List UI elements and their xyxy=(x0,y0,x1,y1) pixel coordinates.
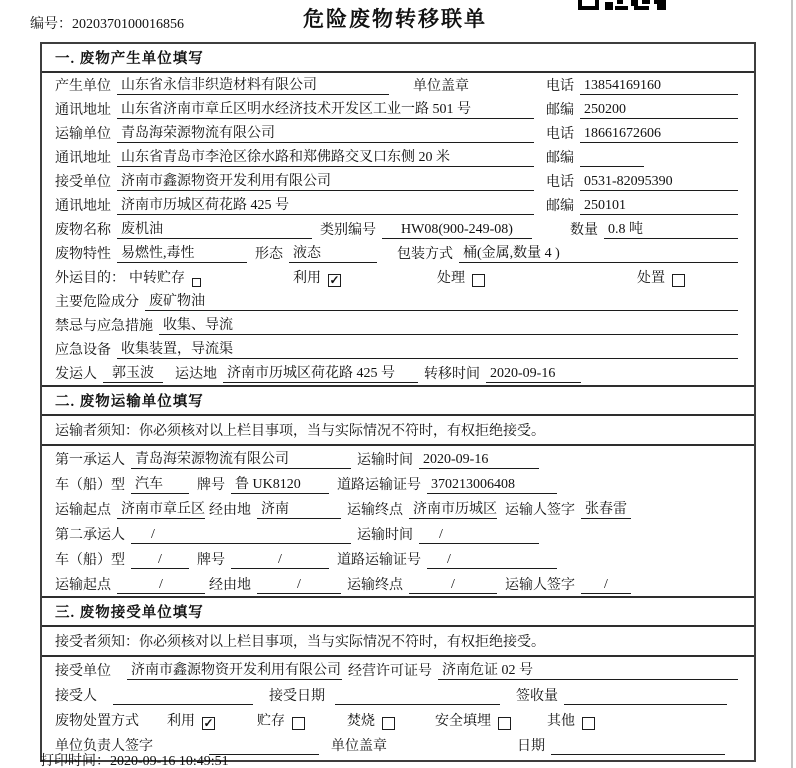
packing-label: 包装方式 xyxy=(397,247,453,262)
addr3-label: 通讯地址 xyxy=(55,199,111,214)
form-label: 形态 xyxy=(255,247,283,262)
row-transporter xyxy=(42,121,754,145)
hazard-value: 废矿物油 xyxy=(145,290,738,311)
qr-code-cropped-icon xyxy=(578,0,668,10)
end2-value: / xyxy=(409,577,497,594)
sign-label: 单位负责人签字 xyxy=(55,739,153,754)
phone2-value: 18661672606 xyxy=(580,126,738,143)
addr2-label: 通讯地址 xyxy=(55,151,111,166)
transporter-label: 运输单位 xyxy=(55,127,111,142)
phone1-label: 电话 xyxy=(546,79,574,94)
person-label: 接受人 xyxy=(55,689,97,704)
checkbox-treat xyxy=(472,274,485,287)
equipment-value: 收集装置，导流渠 xyxy=(117,338,738,359)
checkbox-transfer-storage xyxy=(192,278,201,287)
equipment-label: 应急设备 xyxy=(55,343,111,358)
checkbox-use: ✓ xyxy=(329,273,340,287)
time1-value: 2020-09-16 xyxy=(419,452,539,469)
row-vehicle1 xyxy=(42,471,754,496)
packing-value: 桶(金属,数量 4 ) xyxy=(459,242,738,263)
row-disposal-method xyxy=(42,707,754,732)
carrier2-value: / xyxy=(131,527,351,544)
row-transport-purpose xyxy=(42,265,754,289)
row-taboo-measures xyxy=(42,313,754,337)
amount-value xyxy=(564,688,727,705)
taboo-label: 禁忌与应急措施 xyxy=(55,319,153,334)
purpose-option-use: 利用 xyxy=(293,271,321,286)
sign1-value: 张春雷 xyxy=(581,498,631,519)
time2-value: / xyxy=(419,527,539,544)
row-vehicle2 xyxy=(42,546,754,571)
receiver-notice: 接受者须知：你必须核对以上栏目事项，当与实际情况不符时，有权拒绝接受。 xyxy=(42,627,754,657)
transporter-value: 青岛海荣源物流有限公司 xyxy=(117,122,534,143)
manifest-table xyxy=(40,42,756,762)
shipper-label: 发运人 xyxy=(55,367,97,382)
section-producer xyxy=(42,44,754,385)
category-label: 类别编号 xyxy=(320,223,376,238)
dest-value: 济南市历城区荷花路 425 号 xyxy=(223,362,418,383)
category-value: HW08(900-249-08) xyxy=(382,222,532,239)
character-label: 废物特性 xyxy=(55,247,111,262)
via2-value: / xyxy=(257,577,341,594)
producer-label: 产生单位 xyxy=(55,79,111,94)
origin1-value: 济南市章丘区 xyxy=(117,498,205,519)
seal-label: 单位盖章 xyxy=(331,739,387,754)
row-producer-address xyxy=(42,97,754,121)
page-right-edge xyxy=(791,0,793,768)
row-receiver xyxy=(42,169,754,193)
purpose-option-dispose: 处置 xyxy=(637,271,665,286)
purpose-option-treat: 处理 xyxy=(437,271,465,286)
vehicle2-value: / xyxy=(131,552,189,569)
zip1-label: 邮编 xyxy=(546,103,574,118)
zip3-label: 邮编 xyxy=(546,199,574,214)
zip2-value xyxy=(580,150,644,167)
permit2-label: 道路运输证号 xyxy=(337,553,421,568)
print-time-label: 打印时间： xyxy=(40,754,110,768)
sign2-label: 运输人签字 xyxy=(505,578,575,593)
section3-header: 三. 废物接受单位填写 xyxy=(42,598,754,627)
serial-value: 2020370100016856 xyxy=(72,17,184,32)
waste-name-value: 废机油 xyxy=(117,218,312,239)
character-value: 易燃性,毒性 xyxy=(117,242,247,263)
row-route1 xyxy=(42,496,754,521)
document-header xyxy=(0,0,796,42)
via1-label: 经由地 xyxy=(209,503,251,518)
waste-name-label: 废物名称 xyxy=(55,223,111,238)
disposal-option-burn: 焚烧 xyxy=(347,714,375,729)
plate2-value: / xyxy=(231,552,329,569)
row-waste-name xyxy=(42,217,754,241)
purpose-option-storage: 中转贮存 xyxy=(129,271,185,286)
zip3-value: 250101 xyxy=(580,198,738,215)
disposal-option-store: 贮存 xyxy=(257,714,285,729)
zip1-value: 250200 xyxy=(580,102,738,119)
via2-label: 经由地 xyxy=(209,578,251,593)
sign2-value: / xyxy=(581,577,631,594)
origin1-label: 运输起点 xyxy=(55,503,111,518)
vehicle1-label: 车（船）型 xyxy=(55,478,125,493)
dest-label: 运达地 xyxy=(175,367,217,382)
unit-seal-label: 单位盖章 xyxy=(413,79,469,94)
addr1-label: 通讯地址 xyxy=(55,103,111,118)
row-receiving-person xyxy=(42,682,754,707)
carrier2-label: 第二承运人 xyxy=(55,528,125,543)
plate1-label: 牌号 xyxy=(197,478,225,493)
phone3-value: 0531-82095390 xyxy=(580,174,738,191)
time2-label: 运输时间 xyxy=(357,528,413,543)
addr2-value: 山东省青岛市李沧区徐水路和郑佛路交叉口东侧 20 米 xyxy=(117,146,534,167)
row-first-carrier xyxy=(42,446,754,471)
taboo-value: 收集、导流 xyxy=(159,314,738,335)
date-value xyxy=(335,688,500,705)
shipper-value: 郭玉波 xyxy=(103,362,163,383)
hazard-label: 主要危险成分 xyxy=(55,295,139,310)
license-value: 济南危证 02 号 xyxy=(438,659,738,680)
carrier1-value: 青岛海荣源物流有限公司 xyxy=(131,448,351,469)
date-label: 接受日期 xyxy=(269,689,325,704)
section-transporter xyxy=(42,385,754,596)
row-shipper xyxy=(42,361,754,385)
checkbox-disposal-burn xyxy=(382,717,395,730)
disposal-label: 废物处置方式 xyxy=(55,714,139,729)
phone2-label: 电话 xyxy=(546,127,574,142)
via1-value: 济南 xyxy=(257,498,341,519)
carrier1-label: 第一承运人 xyxy=(55,453,125,468)
origin2-value: / xyxy=(117,577,205,594)
qty-value: 0.8 吨 xyxy=(604,218,738,239)
purpose-label: 外运目的： xyxy=(55,271,125,286)
disposal-option-other: 其他 xyxy=(547,714,575,729)
form-value: 液态 xyxy=(289,242,377,263)
producer-value: 山东省永信非织造材料有限公司 xyxy=(117,74,389,95)
row-waste-character xyxy=(42,241,754,265)
unit-value: 济南市鑫源物资开发利用有限公司 xyxy=(127,659,342,680)
license-label: 经营许可证号 xyxy=(348,664,432,679)
print-time-value: 2020-09-16 10:49:51 xyxy=(110,754,229,768)
qty-label: 数量 xyxy=(570,223,598,238)
date2-label: 日期 xyxy=(517,739,545,754)
receiver-value: 济南市鑫源物资开发利用有限公司 xyxy=(117,170,534,191)
section1-header: 一. 废物产生单位填写 xyxy=(42,44,754,73)
serial-label: 编号： xyxy=(30,17,72,32)
person-value xyxy=(113,688,253,705)
end2-label: 运输终点 xyxy=(347,578,403,593)
checkbox-disposal-use: ✓ xyxy=(203,716,214,730)
zip2-label: 邮编 xyxy=(546,151,574,166)
addr3-value: 济南市历城区荷花路 425 号 xyxy=(117,194,534,215)
plate1-value: 鲁 UK8120 xyxy=(231,473,329,494)
row-emergency-equipment xyxy=(42,337,754,361)
print-time xyxy=(40,750,229,768)
row-hazard-component xyxy=(42,289,754,313)
time1-label: 运输时间 xyxy=(357,453,413,468)
plate2-label: 牌号 xyxy=(197,553,225,568)
transfer-time-value: 2020-09-16 xyxy=(486,366,581,383)
amount-label: 签收量 xyxy=(516,689,558,704)
permit1-label: 道路运输证号 xyxy=(337,478,421,493)
unit-label: 接受单位 xyxy=(55,664,111,679)
row-transporter-address xyxy=(42,145,754,169)
end1-label: 运输终点 xyxy=(347,503,403,518)
phone3-label: 电话 xyxy=(546,175,574,190)
section2-header: 二. 废物运输单位填写 xyxy=(42,387,754,416)
origin2-label: 运输起点 xyxy=(55,578,111,593)
disposal-option-use: 利用 xyxy=(167,714,195,729)
phone1-value: 13854169160 xyxy=(580,78,738,95)
checkbox-disposal-store xyxy=(292,717,305,730)
row-route2 xyxy=(42,571,754,596)
row-producer xyxy=(42,73,754,97)
checkbox-disposal-other xyxy=(582,717,595,730)
row-receiving-unit xyxy=(42,657,754,682)
permit1-value: 370213006408 xyxy=(427,477,557,494)
sign1-label: 运输人签字 xyxy=(505,503,575,518)
date2-value xyxy=(551,738,725,755)
row-second-carrier xyxy=(42,521,754,546)
disposal-option-landfill: 安全填埋 xyxy=(435,714,491,729)
addr1-value: 山东省济南市章丘区明水经济技术开发区工业一路 501 号 xyxy=(117,98,534,119)
vehicle1-value: 汽车 xyxy=(131,473,189,494)
vehicle2-label: 车（船）型 xyxy=(55,553,125,568)
end1-value: 济南市历城区 xyxy=(409,498,497,519)
page-title: 危险废物转移联单 xyxy=(303,7,487,31)
transporter-notice: 运输者须知：你必须核对以上栏目事项，当与实际情况不符时，有权拒绝接受。 xyxy=(42,416,754,446)
permit2-value: / xyxy=(427,552,557,569)
checkbox-disposal-landfill xyxy=(498,717,511,730)
transfer-time-label: 转移时间 xyxy=(424,367,480,382)
section-receiver xyxy=(42,596,754,760)
row-receiver-address xyxy=(42,193,754,217)
receiver-label: 接受单位 xyxy=(55,175,111,190)
checkbox-dispose xyxy=(672,274,685,287)
